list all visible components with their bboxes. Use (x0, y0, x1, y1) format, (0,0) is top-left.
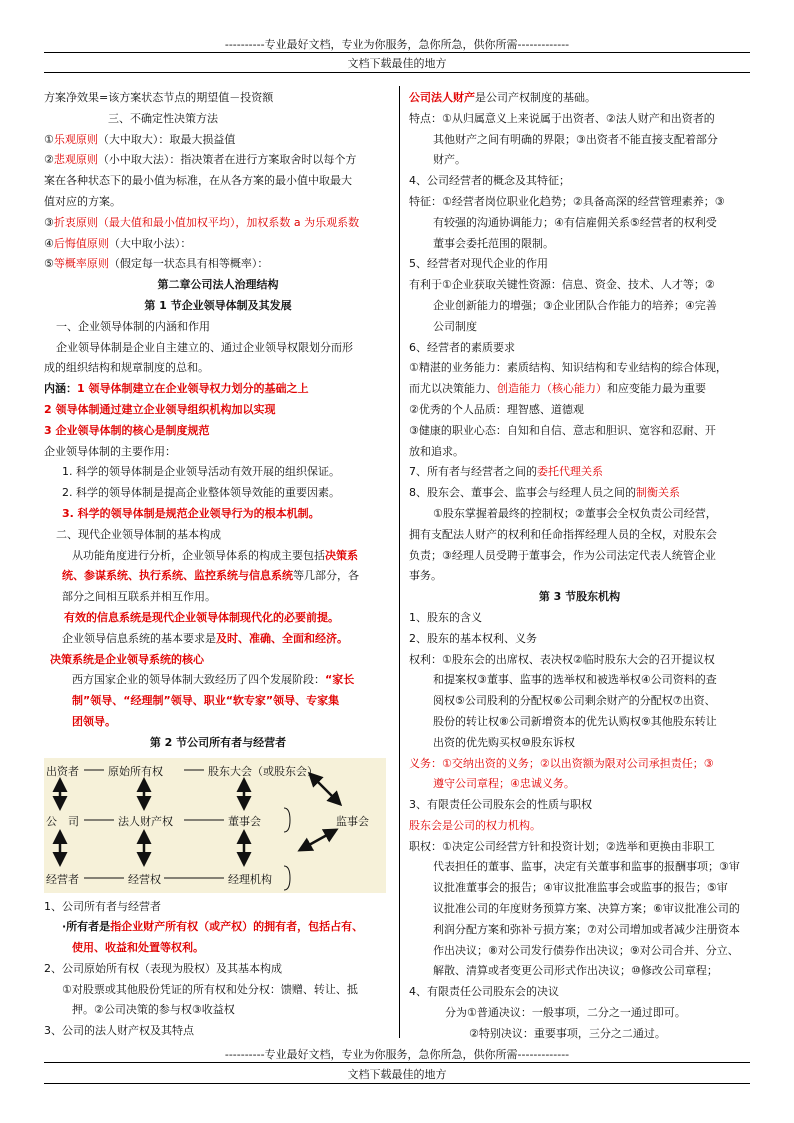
text-line: 6、经营者的素质要求 (409, 340, 515, 354)
text-line: 特点：①从归属意义上来说属于出资者、②法人财产和出资者的 (409, 111, 715, 125)
highlight: 决策系 (325, 548, 358, 562)
diagram-label-company: 公 司 (46, 814, 79, 828)
text-line: 1、公司所有者与经营者 (44, 899, 161, 913)
text-line: 案在各种状态下的最小值为标准，在从各方案的最小值中取最大 (44, 174, 352, 188)
text-line: 放和追求。 (409, 444, 464, 458)
highlight: 制衡关系 (636, 486, 680, 500)
text-line: 西方国家企业的领导体制大致经历了四个发展阶段：“家长 (72, 673, 355, 687)
subheading: 三、不确定性决策方法 (108, 111, 218, 125)
text-line: 4、公司经营者的概念及其特征； (409, 174, 570, 188)
text-line: 企业领导体制的主要作用： (44, 444, 176, 458)
text-line: ①股东掌握着最终的控制权；②董事会全权负责公司经营， (433, 506, 717, 520)
text-line: 方案净效果=该方案状态节点的期望值－投资额 (44, 91, 274, 104)
text-line: 2、股东的基本权利、义务 (409, 631, 537, 645)
text-line: 代表担任的董事、监事，决定有关董事和监事的报酬事项；③审 (433, 860, 740, 874)
section-title: 第 3 节股东机构 (538, 590, 621, 604)
text-line: 5、经营者对现代企业的作用 (409, 257, 548, 271)
highlight: 折衷原则（最大值和最小值加权平均），加权系数 a 为乐观系数 (53, 215, 360, 229)
text-line: 董事会委托范围的限制。 (433, 236, 554, 250)
highlight-line: 2 领导体制通过建立企业领导组织机构加以实现 (44, 402, 276, 416)
text-line: 特征：①经营者岗位职业化趋势；②具备高深的经营管理素养；③ (409, 194, 725, 208)
text-line: 股份的转让权⑧公司新增资本的优先认购权⑨其他股东转让 (433, 714, 717, 728)
text-line: ·所有者是指企业财产所有权（或产权）的拥有者，包括占有、 (62, 920, 364, 934)
page-footer-subtitle: 文档下载最佳的地方 (347, 1068, 447, 1081)
text-line: 7、所有者与经营者之间的委托代理关系 (409, 465, 603, 479)
text-line: 企业领导信息系统的基本要求是及时、准确、全面和经济。 (62, 631, 348, 645)
section-title: 第 2 节公司所有者与经营者 (149, 735, 287, 749)
text-line: 4、有限责任公司股东会的决议 (409, 985, 559, 999)
text-line: 企业创新能力的增强；③企业团队合作能力的培养；④完善 (433, 298, 717, 312)
text-line: 内涵：1 领导体制建立在企业领导权力划分的基础之上 (44, 382, 309, 396)
text-line: 分为①普通决议：一般事项，二分之一通过即可。 (445, 1006, 686, 1020)
highlight: 后悔值原则 (53, 236, 109, 250)
text-line: 解散、清算或者变更公司形式作出决议；⑩修改公司章程； (433, 964, 718, 978)
diagram-label-manager: 经营者 (46, 872, 79, 886)
text-line: 有利于①企业获取关键性资源：信息、资金、技术、人才等；② (409, 278, 715, 292)
highlight-line: 股东会是公司的权力机构。 (409, 818, 541, 832)
text-line: 议批准董事会的报告；④审议批准监事会或监事的报告；⑤审 (433, 881, 728, 895)
diagram-label-management-body: 经理机构 (228, 872, 272, 886)
ownership-diagram (44, 758, 386, 893)
header-rule (44, 52, 750, 53)
highlight: 公司法人财产 (409, 91, 475, 104)
text-line: 而尤以决策能力、创造能力（核心能力）和应变能力最为重要 (409, 382, 706, 396)
subheading: 一、企业领导体制的内涵和作用 (56, 319, 210, 333)
highlight-line: 决策系统是企业领导系统的核心 (50, 652, 204, 666)
diagram-label-legal-property: 法人财产权 (118, 814, 173, 828)
text-line: ①精湛的业务能力：素质结构、知识结构和专业结构的综合体现， (409, 361, 727, 375)
diagram-label-original-ownership: 原始所有权 (108, 764, 163, 778)
list-item: 1. 科学的领导体制是企业领导活动有效开展的组织保证。 (62, 465, 340, 479)
text-line: 公司制度 (433, 319, 477, 333)
text-line: 阅权⑤公司股利的分配权⑥公司剩余财产的分配权⑦出资、 (433, 694, 716, 708)
text-line: 事务。 (409, 569, 442, 583)
diagram-label-supervisors: 监事会 (336, 814, 369, 828)
text-line: 统、参谋系统、执行系统、监控系统与信息系统等几部分，各 (62, 569, 359, 583)
footer-rule (44, 1062, 750, 1063)
highlight: “家长 (325, 673, 355, 687)
text-line: 3、公司的法人财产权及其特点 (44, 1024, 194, 1038)
highlight-line: 团领导。 (72, 714, 116, 728)
highlight-line: 遵守公司章程；④忠诚义务。 (433, 777, 575, 791)
page-footer-text: ----------专业最好文档，专业为你服务，急你所急，供你所需------------- (224, 1048, 570, 1061)
highlight: 统、参谋系统、执行系统、监控系统与信息系统 (62, 569, 293, 583)
chapter-title: 第二章公司法人治理结构 (157, 278, 279, 292)
highlight: 乐观原则 (53, 132, 98, 146)
diagram-label-management-right: 经营权 (128, 872, 161, 886)
left-column (44, 88, 392, 1042)
text-line: 值对应的方案。 (44, 194, 121, 208)
text-line: 作出决议；⑧对公司发行债券作出决议；⑨对公司合并、分立、 (433, 943, 739, 957)
text-line: 企业领导体制是企业自主建立的、通过企业领导权限划分而形 (56, 340, 353, 354)
subheading: 二、现代企业领导体制的基本构成 (56, 527, 221, 541)
list-item: 3. 科学的领导体制是规范企业领导行为的根本机制。 (62, 506, 320, 520)
text-line: 公司法人财产是公司产权制度的基础。 (409, 91, 596, 104)
text-line: 1、股东的含义 (409, 610, 482, 624)
text-line: 3、有限责任公司股东会的性质与职权 (409, 798, 592, 812)
text-line: 出资的优先购买权⑩股东诉权 (433, 735, 575, 749)
text-line: 利润分配方案和弥补亏损方案；⑦对公司增加或者减少注册资本 (433, 922, 740, 936)
text-line: 职权：①决定公司经营方针和投资计划；②选举和更换由非职工 (409, 839, 715, 853)
highlight-line: 义务：①交纳出资的义务；②以出资额为限对公司承担责任；③ (409, 756, 714, 770)
text-line: ③健康的职业心态：自知和自信、意志和胆识、宽容和忍耐、开 (409, 423, 716, 437)
text-line: 和提案权③董事、监事的选举权和被选举权④公司资料的查 (433, 673, 717, 687)
text-line: 押。②公司决策的参与权③收益权 (72, 1003, 235, 1017)
text-line: 其他财产之间有明确的界限；③出资者不能直接支配着部分 (433, 132, 718, 146)
highlight-line: 使用、收益和处置等权利。 (72, 941, 204, 955)
highlight-line: 制”领导、“经理制”领导、职业“软专家”领导、专家集 (72, 694, 340, 708)
text-line: 有较强的沟通协调能力；④有信雇佣关系⑤经营者的权利受 (433, 215, 717, 229)
diagram-label-board: 董事会 (228, 814, 261, 828)
highlight: 及时、准确、全面和经济。 (216, 631, 348, 645)
text-line: 权利：①股东会的出席权、表决权②临时股东大会的召开提议权 (409, 652, 715, 666)
text-line: ②悲观原则（小中取大法）：指决策者在进行方案取舍时以每个方 (44, 153, 357, 167)
text-line: ⑤等概率原则（假定每一状态具有相等概率）： (44, 257, 269, 271)
text-line: ①对股票或其他股份凭证的所有权和处分权：馈赠、转让、抵 (62, 982, 358, 996)
highlight-line: 有效的信息系统是现代企业领导体制现代化的必要前提。 (64, 610, 339, 624)
page-header-text: ----------专业最好文档，专业为你服务，急你所急，供你所需------------- (224, 38, 570, 51)
text-line: 议批准公司的年度财务预算方案、决算方案；⑥审议批准公司的 (433, 902, 740, 916)
highlight: 等概率原则 (53, 257, 109, 271)
text-line: ④后悔值原则（大中取小法）： (44, 236, 192, 250)
highlight: 创造能力（核心能力） (497, 382, 607, 396)
text-line: 成的组织结构和规章制度的总和。 (44, 361, 209, 375)
text-line: 财产。 (433, 153, 466, 167)
text-line: ②特别决议：重要事项，三分之二通过。 (469, 1026, 666, 1040)
text-line: 部分之间相互联系并相互作用。 (62, 590, 216, 604)
text-line: 8、股东会、董事会、监事会与经理人员之间的制衡关系 (409, 486, 680, 500)
footer-rule-lower (44, 1083, 750, 1084)
text-line: 负责；③经理人员受聘于董事会，作为公司法定代表人统管企业 (409, 548, 716, 562)
text-line: 2、公司原始所有权（表现为股权）及其基本构成 (44, 961, 282, 975)
text-line: 拥有支配法人财产的权利和任命指挥经理人员的全权，对股东会 (409, 527, 717, 541)
diagram-label-shareholders-meeting: 股东大会（或股东会） (208, 764, 318, 778)
right-column (409, 88, 750, 1045)
highlight: 1 领导体制建立在企业领导权力划分的基础之上 (77, 382, 309, 396)
text-line: ②优秀的个人品质：理智感、道德观 (409, 402, 584, 416)
highlight-line: 3 企业领导体制的核心是制度规范 (44, 423, 210, 437)
text-line: 从功能角度进行分析，企业领导体系的构成主要包括决策系 (72, 548, 358, 562)
highlight: 指企业财产所有权（或产权）的拥有者，包括占有、 (110, 920, 364, 934)
header-rule-lower (44, 72, 750, 73)
highlight: 委托代理关系 (537, 465, 603, 479)
column-divider (399, 86, 400, 1038)
page-header-subtitle: 文档下载最佳的地方 (347, 57, 447, 70)
text-line: ③折衷原则（最大值和最小值加权平均），加权系数 a 为乐观系数 (44, 215, 360, 229)
highlight: 悲观原则 (53, 153, 98, 167)
text-line: ①乐观原则（大中取大）：取最大损益值 (44, 132, 236, 146)
list-item: 2. 科学的领导体制是提高企业整体领导效能的重要因素。 (62, 486, 340, 500)
diagram-label-owner: 出资者 (46, 764, 79, 778)
section-title: 第 1 节企业领导体制及其发展 (144, 298, 292, 312)
